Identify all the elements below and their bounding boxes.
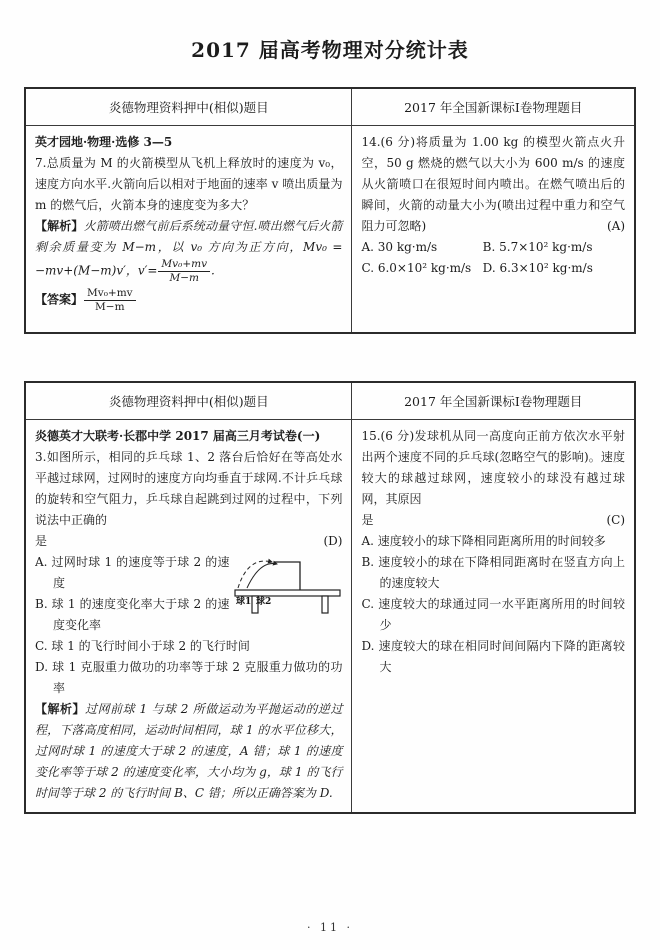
- net-line: [274, 562, 300, 590]
- ball2-label: 球2: [256, 597, 272, 607]
- analysis-text: 火箭喷出燃气前后系统动量守恒.喷出燃气后火箭剩余质量变为 M−m，以 v₀ 方向为正方向，Mv₀ = −mv+(M−m)v′，v′=: [35, 219, 343, 278]
- question-14-options: [361, 237, 625, 279]
- table1-header-left: 炎德物理资料押中(相似)题目: [25, 88, 352, 126]
- option-15-d: D. 速度较大的球在相同时间间隔内下降的距离较大: [361, 639, 625, 674]
- table2-header-right: 2017 年全国新课标Ⅰ卷物理题目: [352, 382, 635, 420]
- table1-header-right: 2017 年全国新课标Ⅰ卷物理题目: [352, 88, 635, 126]
- trajectory-ball2: [247, 564, 277, 589]
- table-leg-right: [322, 596, 328, 613]
- comparison-table-1: [24, 87, 636, 334]
- ping-pong-table-figure: [234, 552, 342, 616]
- question-15-tail-row: [361, 510, 625, 531]
- table2-header-left: 炎德物理资料押中(相似)题目: [25, 382, 352, 420]
- analysis-text-2: 过网前球 1 与球 2 所做运动为平抛运动的逆过程，下落高度相同，运动时间相同，球 1 的水平位移大，过网时球 1 的速度大于球 2 的速度，A 错；球 1 的速度变化率等于球 2 的速度变化率，大小均为 g，球 1 的飞行时间等于球 2 的飞行时间 B、C 错；所以正确答案为 D.: [35, 702, 343, 800]
- table2-header-row: [25, 382, 635, 420]
- option-15-b: B. 速度较小的球在下降相同距离时在竖直方向上的速度较大: [361, 555, 625, 590]
- question-15: [361, 426, 625, 510]
- analysis-3: [35, 699, 342, 804]
- table1-right-cell: [352, 126, 635, 334]
- question-15-tail: 是: [361, 513, 374, 527]
- question-15-options: [361, 531, 625, 678]
- question-3-options: [35, 552, 342, 699]
- question-15-text: 15.(6 分)发球机从同一高度向正前方依次水平射出两个速度不同的乒乓球(忽略空气的影响)。速度较大的球越过球网，速度较小的球没有越过球网，其原因: [361, 429, 625, 506]
- analysis-period: .: [211, 263, 215, 278]
- question-14-answer: (A): [606, 219, 625, 233]
- answer-fraction: $\frac{\text{Mv₀+mv}}{M-m}$: [84, 287, 136, 313]
- option-3-b: B. 球 1 的速度变化率大于球 2 的速度变化率: [35, 597, 230, 632]
- source-title-1: 英才园地·物理·选修 3—5: [35, 135, 173, 149]
- question-3-answer: (D): [323, 534, 343, 548]
- table1-content-row: [25, 126, 635, 334]
- table2-right-cell: [352, 420, 635, 814]
- table1-left-cell: [25, 126, 352, 334]
- option-3-d: D. 球 1 克服重力做功的功率等于球 2 克服重力做功的功率: [35, 660, 343, 695]
- ball1-label: 球1: [236, 597, 252, 607]
- table2-content-row: [25, 420, 635, 814]
- answer-7: [35, 287, 342, 313]
- option-14-d: D. 6.3×10² kg·m/s: [482, 261, 593, 275]
- question-7: [35, 153, 342, 216]
- question-3-tail: 是: [35, 534, 48, 548]
- comparison-table-2: [24, 381, 636, 814]
- option-3-a: A. 过网时球 1 的速度等于球 2 的速度: [35, 555, 230, 590]
- option-15-a: A. 速度较小的球下降相同距离所用的时间较多: [361, 534, 606, 548]
- analysis-label-2: 【解析】: [35, 702, 86, 716]
- table2-left-cell: [25, 420, 352, 814]
- question-3-tail-row: [35, 531, 342, 552]
- option-14-a: A. 30 kg·m/s: [361, 240, 438, 254]
- question-14-text: 14.(6 分)将质量为 1.00 kg 的模型火箭点火升空，50 g 燃烧的燃气以大小为 600 m/s 的速度从火箭喷口在很短时间内喷出。在燃气喷出后的瞬间，火箭的动量大小为(喷出过程中重力和空气阻力可忽略): [361, 135, 625, 233]
- page-number: · 11 ·: [307, 921, 353, 934]
- velocity-fraction: $\frac{\text{Mv₀+mv}}{M-m}$: [158, 258, 210, 284]
- analysis-7: [35, 216, 342, 284]
- table1-header-row: [25, 88, 635, 126]
- page-title: 2017 届高考物理对分统计表: [191, 38, 469, 62]
- question-3-text: 3.如图所示，相同的乒乓球 1、2 落台后恰好在等高处水平越过球网，过网时的速度方向均垂直于球网.不计乒乓球的旋转和空气阻力，乒乓球自起跳到过网的过程中，下列说法中正确的: [35, 450, 343, 527]
- option-14-c: C. 6.0×10² kg·m/s: [361, 261, 472, 275]
- question-14: [361, 132, 625, 237]
- analysis-label: 【解析】: [35, 219, 84, 233]
- source-title-2: 炎德英才大联考·长郡中学 2017 届高三月考试卷(一): [35, 429, 321, 443]
- option-15-c: C. 速度较大的球通过同一水平距离所用的时间较少: [361, 597, 625, 632]
- table-top: [235, 590, 340, 596]
- option-14-b: B. 5.7×10² kg·m/s: [482, 240, 593, 254]
- question-7-text: 7.总质量为 M 的火箭模型从飞机上释放时的速度为 v₀，速度方向水平.火箭向后以相对于地面的速率 v 喷出质量为 m 的燃气后，火箭本身的速度变为多大？: [35, 156, 343, 212]
- question-3: [35, 447, 342, 531]
- option-3-c: C. 球 1 的飞行时间小于球 2 的飞行时间: [35, 639, 250, 653]
- answer-label: 【答案】: [35, 292, 84, 307]
- question-15-answer: (C): [606, 513, 625, 527]
